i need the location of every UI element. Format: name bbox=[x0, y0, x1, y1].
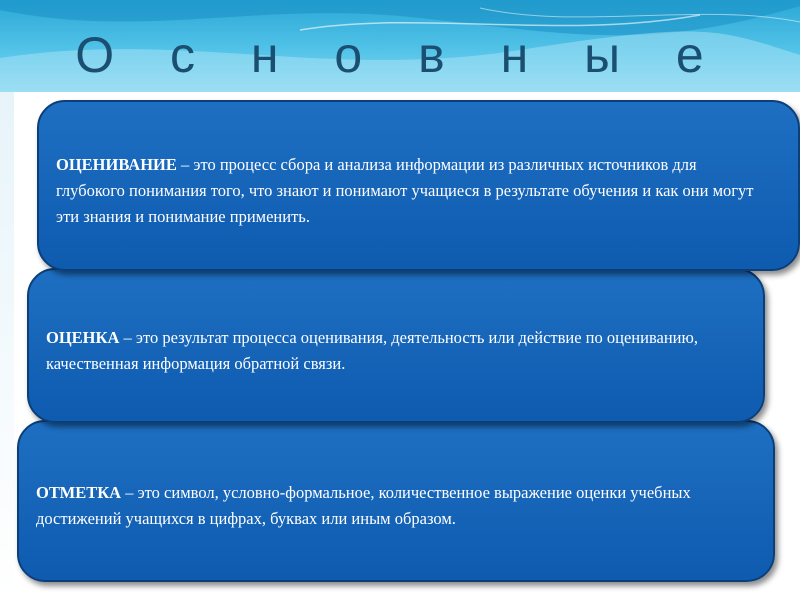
definition-text bbox=[56, 152, 768, 230]
definition-term: ОЦЕНИВАНИЕ bbox=[56, 155, 177, 174]
definition-card-assessment bbox=[37, 100, 800, 271]
definition-card-evaluation bbox=[27, 268, 765, 423]
definition-term: ОТМЕТКА bbox=[36, 483, 122, 502]
definition-body: – это результат процесса оценивания, деятельность или действие по оцениванию, качественная информация обратной связи. bbox=[46, 328, 698, 373]
definition-body: – это процесс сбора и анализа информации из различных источников для глубокого понимания того, что знают и понимают учащиеся в результате обучения и как они могут эти знания и понимание применить. bbox=[56, 155, 754, 226]
definition-text bbox=[36, 480, 743, 532]
definition-text bbox=[46, 325, 735, 377]
definition-term: ОЦЕНКА bbox=[46, 328, 120, 347]
left-decoration bbox=[0, 92, 14, 600]
definition-card-mark bbox=[17, 420, 775, 582]
slide-title: О с н о в н ы е bbox=[75, 27, 725, 83]
definition-body: – это символ, условно-формальное, количественное выражение оценки учебных достижений учащихся в цифрах, буквах или иным образом. bbox=[36, 483, 691, 528]
